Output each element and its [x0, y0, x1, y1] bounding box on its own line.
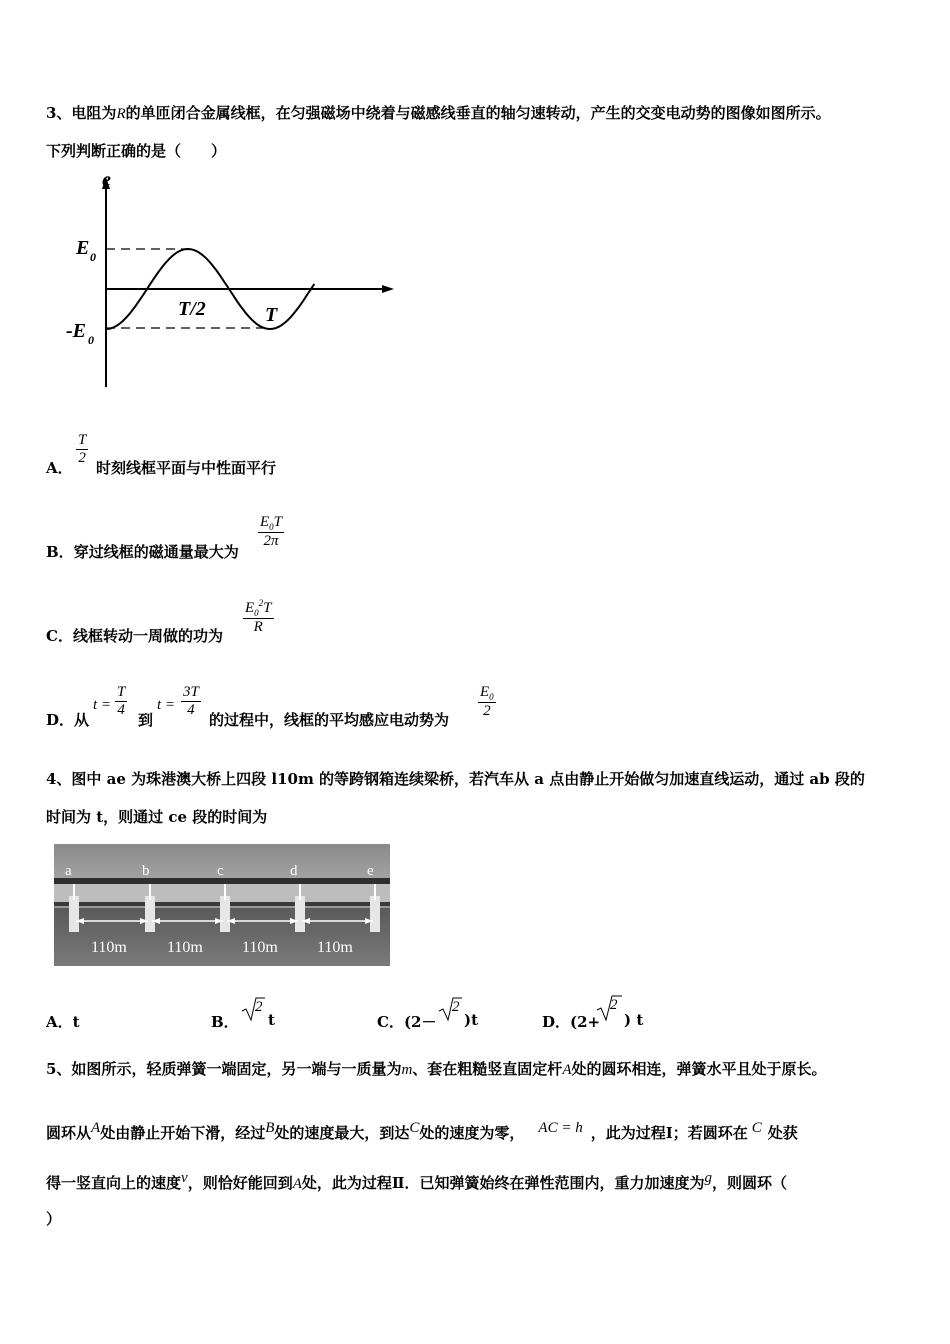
q4-d-root: 2: [610, 997, 618, 1013]
q3-a-fraction: T 2: [78, 432, 87, 466]
q4-d-sqrt-icon: [596, 994, 622, 1022]
graph-x-arrow: [382, 285, 394, 293]
point-d-label: d: [290, 863, 298, 879]
q4-stem-line2: 时间为 t，则通过 ce 段的时间为: [46, 808, 268, 826]
q3-stem-line2: 下列判断正确的是（ ）: [46, 142, 227, 160]
q5-stem-line4: ）: [46, 1210, 62, 1228]
q4-c-tail: )t: [464, 1011, 479, 1029]
q3-option-c: C．线框转动一周做的功为: [46, 627, 223, 645]
q3-d-t2-fraction: 3T 4: [183, 684, 199, 718]
graph-neg-e0-label: -E: [66, 320, 86, 342]
segment-cd-label: 110m: [242, 939, 278, 956]
q4-b-tail: t: [268, 1011, 275, 1029]
q4-b-root: 2: [255, 999, 263, 1015]
q3-d-text: 的过程中，线框的平均感应电动势为: [209, 711, 450, 729]
q5-stem-line1: 5、如图所示，轻质弹簧一端固定，另一端与一质量为m、套在粗糙竖直固定杆A处的圆环相连，弹簧水平且处于原长。: [46, 1060, 827, 1078]
q3-emf-graph: [60, 165, 405, 395]
segment-bc-label: 110m: [167, 939, 203, 956]
q3-stem-line1: 3、电阻为R的单匝闭合金属线框，在匀强磁场中绕着与磁感线垂直的轴匀速转动，产生的交变电动势的图像如图所示。: [46, 104, 831, 122]
q3-option-d-lead: D．从: [46, 711, 90, 729]
point-e-label: e: [367, 863, 374, 879]
point-c-label: c: [217, 863, 224, 879]
q4-option-a: A．t: [46, 1013, 80, 1031]
q3-d-to: 到: [138, 711, 154, 729]
q4-option-d-lead: D．(2+: [542, 1013, 601, 1031]
q5-stem-line2: 圆环从$^A$处由静止开始下滑，经过$^B$处的速度最大，到达$^C$处的速度为零， $^{AC = h}$ ，此为过程Ⅰ；若圆环在 $^C$ 处获: [46, 1120, 798, 1142]
graph-e0-sub: 0: [90, 250, 96, 264]
q5-stem-line3: 得一竖直向上的速度$^v$，则恰好能回到A处，此为过程Ⅱ．已知弹簧始终在弹性范围内，重力加速度为$^g$，则圆环（: [46, 1170, 788, 1192]
q3-d-fraction: $E_0$ 2: [480, 684, 494, 719]
graph-neg-e0-sub: 0: [88, 333, 94, 347]
graph-t-label: T: [265, 304, 278, 326]
segment-ab-label: 110m: [91, 939, 127, 956]
q4-c-root: 2: [452, 999, 460, 1015]
q3-option-a-text: 时刻线框平面与中性面平行: [96, 459, 277, 477]
segment-de-label: 110m: [317, 939, 353, 956]
q3-c-fraction: $E_0^2T$ R: [245, 598, 272, 635]
graph-e0-label: E: [76, 237, 90, 259]
q4-stem-line1: 4、图中 ae 为珠港澳大桥上四段 l10m 的等跨钢箱连续梁桥，若汽车从 a 点由静止开始做匀加速直线运动，通过 ab 段的: [46, 770, 865, 788]
q3-b-fraction: $E_0T$ 2π: [260, 514, 283, 549]
graph-t-half-label: T/2: [178, 298, 206, 320]
point-a-label: a: [65, 863, 72, 879]
q4-d-tail: ) t: [624, 1011, 644, 1029]
q3-d-t1-fraction: T 4: [117, 684, 126, 718]
q4-bridge-photo: [54, 844, 390, 966]
q4-option-c-lead: C．(2－: [377, 1013, 437, 1031]
q3-d-t1-var: t =: [93, 697, 112, 713]
q4-option-b-letter: B．: [211, 1013, 239, 1031]
graph-y-label: e: [102, 169, 111, 191]
q3-option-a-letter: A．: [46, 459, 73, 477]
q3-d-t2-var: t =: [157, 697, 176, 713]
point-b-label: b: [142, 863, 150, 879]
q3-option-b: B．穿过线框的磁通量最大为: [46, 543, 239, 561]
